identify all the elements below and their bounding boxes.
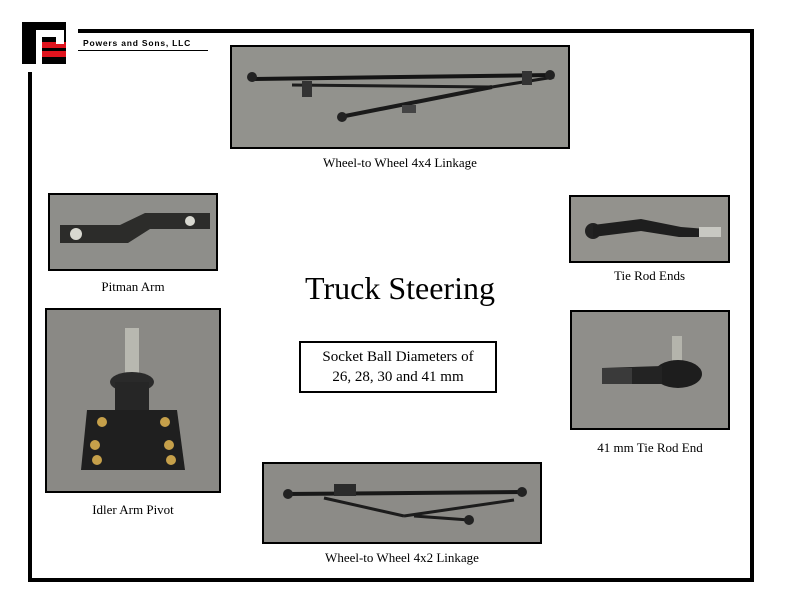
tie-rod-end-41mm-photo	[570, 310, 730, 430]
linkage-4x4-caption: Wheel-to Wheel 4x4 Linkage	[323, 155, 477, 170]
idler-arm-pivot-caption: Idler Arm Pivot	[92, 502, 174, 517]
pitman-arm-caption: Pitman Arm	[101, 279, 165, 294]
idler-arm-pivot-photo	[45, 308, 221, 493]
socket-box-line1: Socket Ball Diameters of	[322, 349, 474, 365]
socket-box-line2: 26, 28, 30 and 41 mm	[332, 369, 464, 385]
linkage-4x4-photo	[230, 45, 570, 149]
top-border	[78, 29, 754, 33]
linkage-4x2-caption: Wheel-to Wheel 4x2 Linkage	[325, 550, 479, 565]
slide-title: Truck Steering	[305, 270, 495, 306]
socket-ball-diameters-box	[299, 341, 497, 393]
bottom-border	[28, 578, 754, 582]
header-divider	[78, 50, 208, 51]
pitman-arm-photo	[48, 193, 218, 271]
tie-rod-end-41mm-caption: 41 mm Tie Rod End	[597, 440, 703, 455]
linkage-4x2-photo	[262, 462, 542, 544]
right-border	[750, 29, 754, 582]
tie-rod-ends-photo	[569, 195, 730, 263]
tie-rod-ends-caption: Tie Rod Ends	[613, 268, 686, 283]
left-border	[28, 72, 32, 582]
logo	[22, 22, 66, 64]
company-name: Powers and Sons, LLC	[83, 38, 192, 48]
